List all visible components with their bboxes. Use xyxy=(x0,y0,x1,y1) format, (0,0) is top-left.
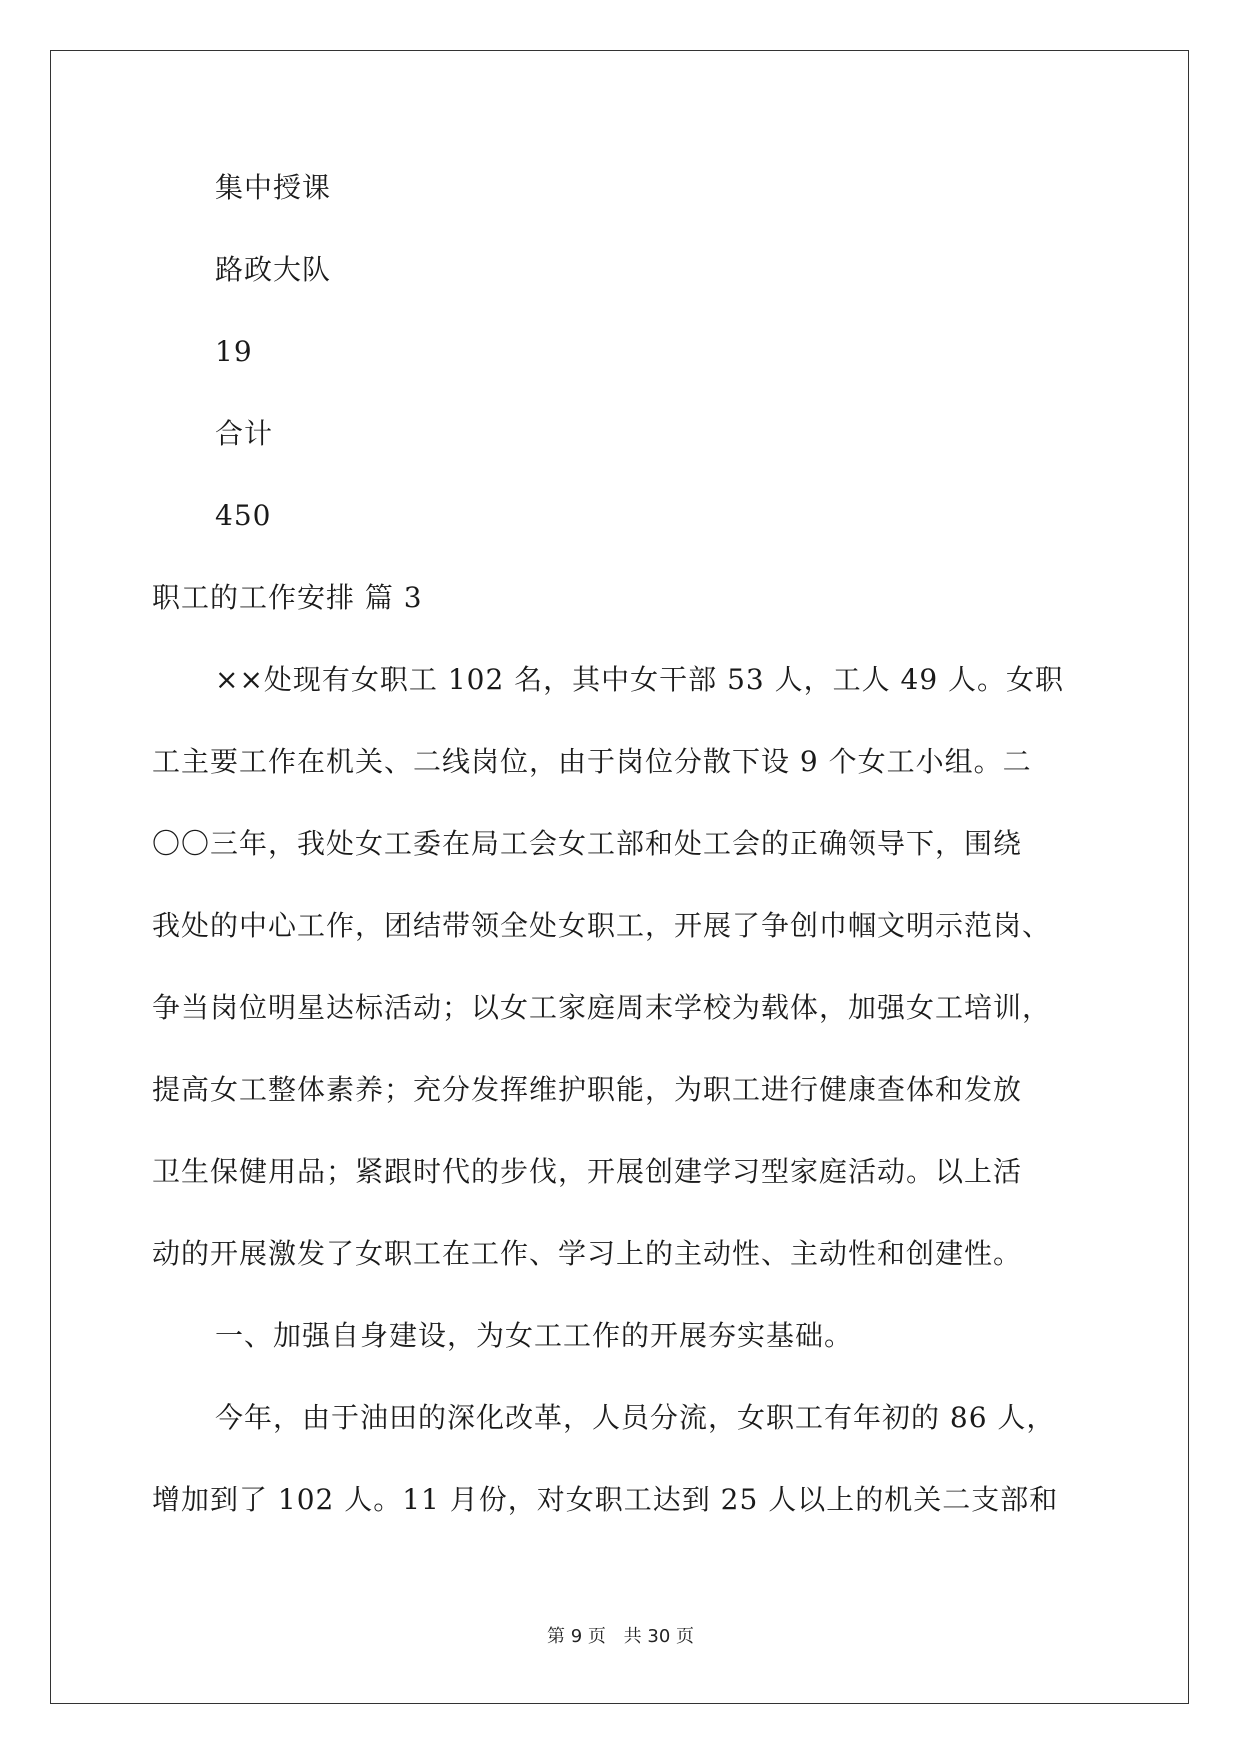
text-line: 合计 xyxy=(215,417,274,450)
paragraph-line: 提高女工整体素养；充分发挥维护职能，为职工进行健康查体和发放 xyxy=(152,1073,1023,1106)
paragraph-line: 动的开展激发了女职工在工作、学习上的主动性、主动性和创建性。 xyxy=(152,1237,1023,1270)
paragraph-line: 工主要工作在机关、二线岗位，由于岗位分散下设 9 个女工小组。二 xyxy=(152,745,1032,778)
text-line: 19 xyxy=(215,335,253,368)
text-line: 450 xyxy=(215,499,272,532)
paragraph-line: 今年，由于油田的深化改革，人员分流，女职工有年初的 86 人， xyxy=(215,1401,1056,1434)
paragraph-line: 争当岗位明星达标活动；以女工家庭周末学校为载体，加强女工培训， xyxy=(152,991,1052,1024)
text-line: 集中授课 xyxy=(215,171,332,204)
section-heading: 职工的工作安排 篇 3 xyxy=(152,581,423,614)
text-line: 路政大队 xyxy=(215,253,332,286)
paragraph-line: 我处的中心工作，团结带领全处女职工，开展了争创巾帼文明示范岗、 xyxy=(152,909,1052,942)
page-border xyxy=(50,50,1189,1704)
page-number: 第 9 页 xyxy=(547,1626,606,1647)
subheading: 一、加强自身建设，为女工工作的开展夯实基础。 xyxy=(215,1319,854,1352)
paragraph-line: ××处现有女职工 102 名，其中女干部 53 人，工人 49 人。女职 xyxy=(215,663,1065,696)
paragraph-line: 增加到了 102 人。11 月份，对女职工达到 25 人以上的机关二支部和 xyxy=(152,1483,1059,1516)
paragraph-line: 卫生保健用品；紧跟时代的步伐，开展创建学习型家庭活动。以上活 xyxy=(152,1155,1023,1188)
paragraph-line: 〇〇三年，我处女工委在局工会女工部和处工会的正确领导下，围绕 xyxy=(152,827,1023,860)
page-footer xyxy=(0,1625,1241,1649)
page-total: 共 30 页 xyxy=(623,1626,694,1647)
